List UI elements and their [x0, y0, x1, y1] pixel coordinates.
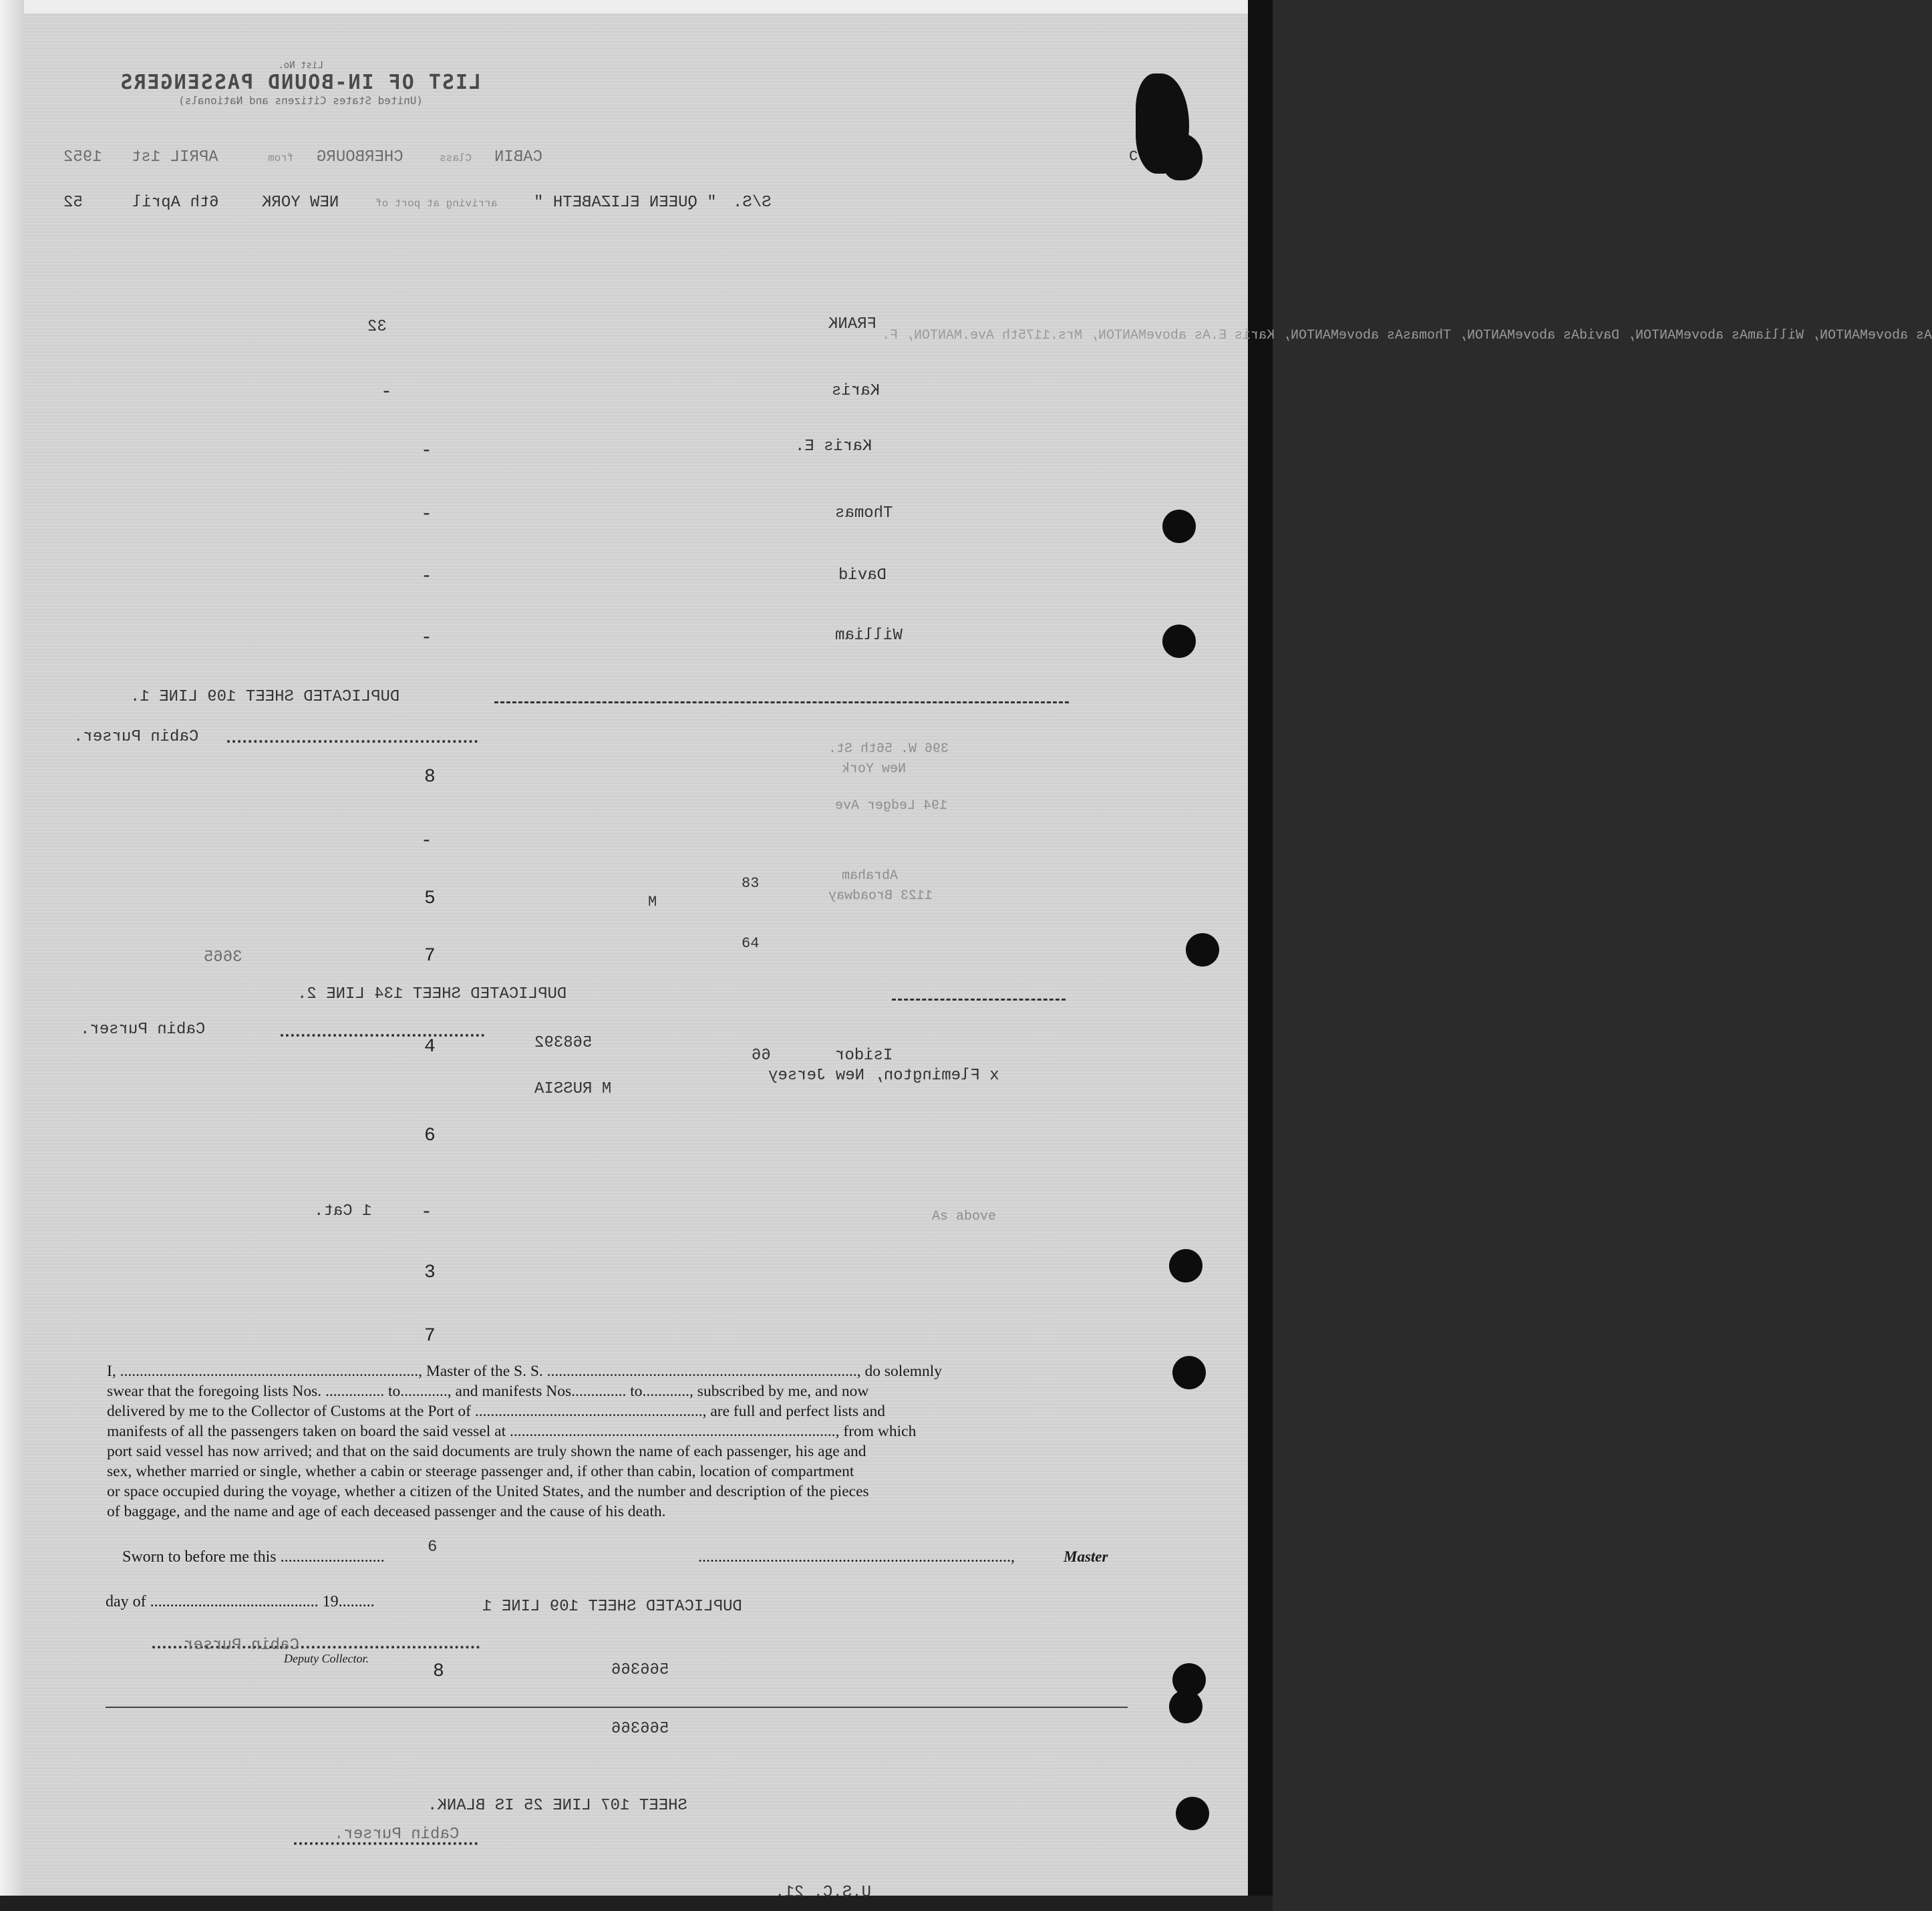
form-subtitle: (United States Citizens and Nationals) — [178, 94, 424, 107]
sworn-label: Sworn to before me this .......................... — [122, 1548, 385, 1566]
header-block — [120, 60, 481, 107]
dashed-rule — [494, 701, 1069, 703]
dash-marker: - — [381, 382, 392, 403]
passenger-row: Karis — [832, 382, 880, 400]
age-value: 66 — [752, 1047, 771, 1065]
port-value: NEW YORK — [262, 194, 339, 212]
blank-line-note: SHEET 107 LINE 25 IS BLANK. — [428, 1797, 687, 1815]
dotted-rule — [227, 740, 478, 743]
from-label: from — [268, 152, 294, 164]
punch-hole — [1162, 625, 1196, 658]
dash-marker: - — [421, 441, 432, 462]
faded-entries: MANTON, F.1175th Ave.MANTON, Mrs.As aboveMANTON, Karis E.As aboveMANTON, ThomasAs aboveMANTON, DavidAs aboveMANTON, WilliamAs above — [882, 328, 1932, 343]
passenger-row: William — [835, 627, 903, 645]
punch-hole — [1172, 1356, 1206, 1389]
handwritten-number: 3665 — [204, 948, 243, 967]
arrival-year: 52 — [63, 194, 83, 212]
oath-block — [107, 1361, 1126, 1522]
oath-line-5: port said vessel has now arrived; and that on the said documents are truly shown the name of each passenger, his age and — [107, 1443, 866, 1460]
sworn-day-value: 6 — [428, 1538, 438, 1556]
oath-line-4: manifests of all the passengers taken on board the said vessel at ..................................................................................., from which — [107, 1423, 917, 1440]
count-marker: 7 — [424, 946, 436, 967]
master-signature-line: .............................................................................., — [698, 1548, 1015, 1566]
form-title: LIST OF IN-BOUND PASSENGERS — [119, 71, 481, 94]
count-marker: 8 — [424, 767, 436, 788]
note-value: 1 Cat. — [314, 1202, 372, 1220]
oath-line-3: delivered by me to the Collector of Customs at the Port of .........................................................., are full and perfect lists and — [107, 1403, 885, 1420]
as-above: As above — [932, 1209, 997, 1224]
dash-marker: - — [421, 1202, 432, 1223]
punch-hole — [1162, 510, 1196, 543]
purser-note: Cabin Purser. — [80, 1021, 206, 1039]
dotted-rule — [281, 1034, 484, 1037]
from-value: CHERBOURG — [316, 148, 404, 166]
age-value: 83 — [742, 875, 760, 892]
punch-hole — [1186, 933, 1219, 967]
dash-marker: - — [421, 566, 432, 587]
name-value: Isidor — [835, 1047, 893, 1065]
address-line: 194 Ledger Ave — [835, 798, 948, 814]
class-value: CABIN — [494, 148, 543, 166]
list-no-label: List No. — [278, 60, 323, 71]
form-number: U.S.C. 21. — [775, 1884, 872, 1902]
sex-mark: M — [648, 894, 657, 910]
year-value: 1952 — [63, 148, 102, 166]
count-marker: 3 — [424, 1262, 436, 1283]
header-date-row — [63, 148, 542, 166]
oath-line-2: swear that the foregoing lists Nos. ............... to............, and manifests Nos.............. to............, subscribed by me, and now — [107, 1383, 869, 1400]
purser-note: Cabin Purser. — [334, 1826, 460, 1844]
country-value: M RUSSIA — [534, 1080, 612, 1098]
vessel-prefix: S/S. — [732, 194, 772, 212]
punch-hole — [1169, 1690, 1202, 1723]
punch-hole — [1169, 1249, 1202, 1282]
address-line: 396 W. 56th St. — [828, 741, 949, 757]
count-marker: 8 — [433, 1661, 444, 1682]
page-left-edge — [0, 0, 24, 1911]
passenger-row: Thomas — [835, 504, 893, 522]
address-line: New York — [842, 761, 907, 777]
oath-line-1: I, ............................................................................, Master of the S. S. ..............................................................................., do solemnly — [107, 1363, 943, 1380]
purser-note: Cabin Purser. — [73, 728, 199, 746]
date-value: APRIL 1st — [132, 148, 218, 166]
scan-right-border — [1248, 0, 1273, 1911]
torn-corner-2 — [1162, 134, 1202, 180]
number-value: 566366 — [611, 1661, 669, 1679]
master-label: Master — [1064, 1548, 1108, 1565]
oath-line-7: or space occupied during the voyage, whether a citizen of the United States, and the number and description of the pieces — [107, 1483, 869, 1500]
class-label: Class — [439, 152, 472, 164]
day-of-line: day of .......................................... 19......... — [106, 1593, 375, 1610]
duplicated-note: DUPLICATED SHEET 109 LINE 1. — [130, 688, 400, 706]
oath-line-8: of baggage, and the name and age of each deceased passenger and the cause of his death. — [107, 1503, 666, 1520]
horizontal-rule — [106, 1707, 1128, 1708]
passenger-number: 32 — [367, 318, 387, 336]
arrival-date: 6th April — [132, 194, 219, 212]
arriving-label: arriving at port of — [375, 198, 498, 210]
dash-marker: - — [421, 628, 432, 649]
punch-hole — [1176, 1797, 1209, 1830]
dash-marker: - — [421, 504, 432, 525]
age-value: 64 — [742, 935, 760, 952]
number-value: 568392 — [534, 1034, 593, 1052]
count-marker: 6 — [424, 1125, 436, 1146]
code-right: C — [1129, 148, 1138, 165]
dashed-rule — [892, 999, 1066, 1001]
passenger-row: FRANK — [828, 315, 877, 333]
vessel-value: " QUEEN ELIZABETH " — [533, 194, 717, 212]
scan-bottom-border — [0, 1896, 1273, 1911]
place-value: x Flemington, New Jersey — [768, 1067, 999, 1085]
deputy-collector-label: Deputy Collector. — [284, 1652, 369, 1665]
page-top-edge — [0, 0, 1273, 13]
arrival-row — [63, 194, 771, 212]
count-marker: 4 — [424, 1037, 436, 1057]
duplicated-note: DUPLICATED SHEET 134 LINE 2. — [297, 985, 567, 1003]
oath-line-6: sex, whether married or single, whether a cabin or steerage passenger and, if other than cabin, location of compartment — [107, 1463, 854, 1480]
name-line: Abraham — [842, 868, 899, 884]
count-marker: 7 — [424, 1326, 436, 1347]
dash-marker: - — [421, 831, 432, 852]
number-value: 566366 — [611, 1720, 669, 1738]
passenger-row: Karis E. — [795, 438, 872, 456]
passenger-row: David — [838, 566, 887, 584]
purser-note: Cabin Purser — [184, 1636, 299, 1655]
count-marker: 5 — [424, 888, 436, 909]
duplicated-note: DUPLICATED SHEET 109 LINE 1 — [482, 1598, 742, 1616]
address-line: 1123 Broadway — [828, 888, 933, 904]
